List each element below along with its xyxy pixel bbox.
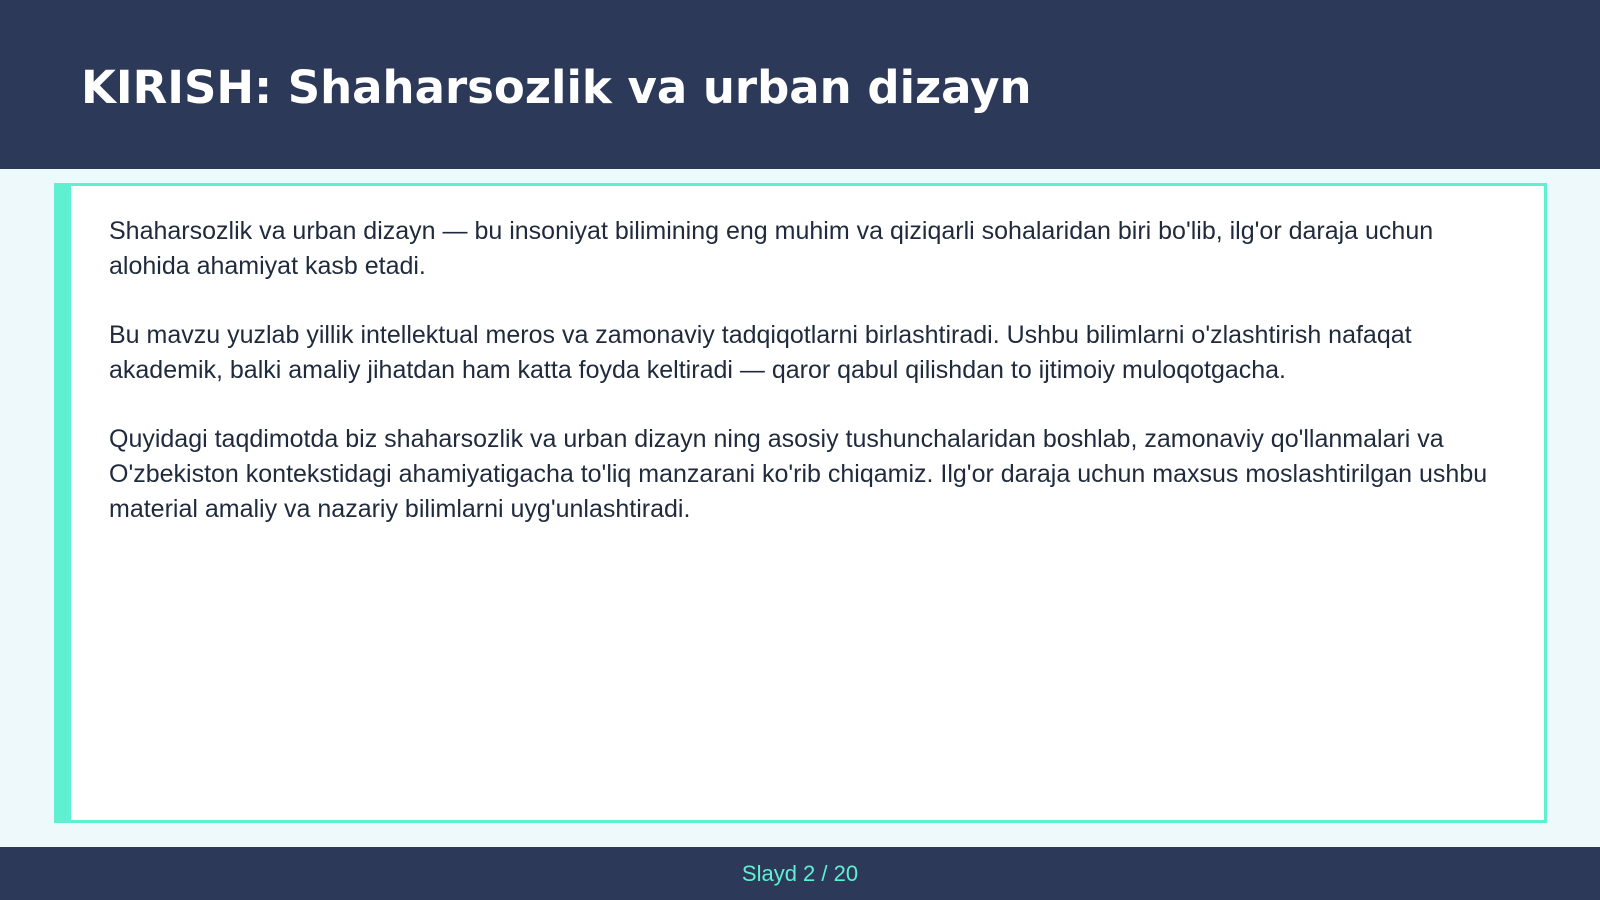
slide-counter: Slayd 2 / 20 bbox=[741, 861, 859, 886]
content-body bbox=[109, 214, 1514, 561]
slide-footer bbox=[0, 847, 1600, 900]
content-card bbox=[54, 183, 1547, 823]
slide-header bbox=[0, 0, 1600, 169]
intro-paragraph-2: Bu mavzu yuzlab yillik intellektual meros va zamonaviy tadqiqotlarni birlashtiradi. Ushbu bilimlarni o'zlashtirish nafaqat akademik, balki amaliy jihatdan ham katta foyda keltiradi — qaror qabul qilishdan to ijtimoiy muloqotgacha. bbox=[109, 321, 1412, 384]
slide-title: KIRISH: Shaharsozlik va urban dizayn bbox=[81, 61, 1032, 114]
intro-paragraph-3: Quyidagi taqdimotda biz shaharsozlik va urban dizayn ning asosiy tushunchalaridan boshlab, zamonaviy qo'llanmalari va O'zbekiston kontekstidagi ahamiyatigacha to'liq manzarani ko'rib chiqamiz. Ilg'or daraja uchun maxsus moslashtirilgan ushbu material amaliy va nazariy bilimlarni uyg'unlashtiradi. bbox=[109, 425, 1488, 523]
intro-paragraph-1: Shaharsozlik va urban dizayn — bu insoniyat bilimining eng muhim va qiziqarli sohalaridan biri bo'lib, ilg'or daraja uchun alohida ahamiyat kasb etadi. bbox=[109, 217, 1434, 280]
